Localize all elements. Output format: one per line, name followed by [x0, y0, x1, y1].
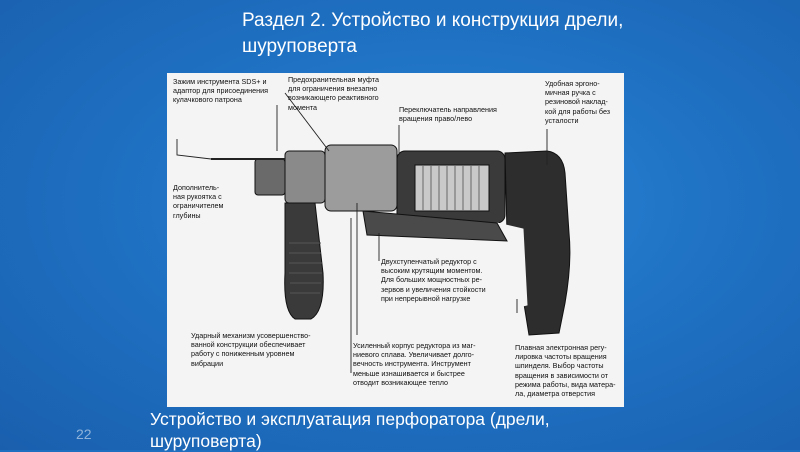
label-side-handle: Дополнитель- ная рукоятка с ограничителем глубины — [173, 183, 224, 220]
label-two-stage-gearbox: Двухступенчатый редуктор с высоким крутящим моментом. Для больших мощностных ре- зервов и увеличения стойкости при непрерывной нагрузке — [381, 257, 486, 303]
label-ergonomic-handle: Удобная эргоно- мичная ручка с резиновой наклад- кой для работы без усталости — [545, 79, 611, 125]
label-sds-chuck: Зажим инструмента SDS+ и адаптор для присоединения кулачкового патрона — [173, 77, 269, 105]
page-number: 22 — [76, 426, 92, 442]
drill-body — [255, 145, 570, 335]
label-direction-switch: Переключатель направления вращения право/лево — [399, 105, 497, 124]
label-safety-clutch: Предохранительная муфта для ограничения внезапно возникающего реактивного момента — [288, 75, 379, 112]
label-hammer-mechanism: Ударный механизм усовершенство- ванной конструкции обеспечивает работу с пониженным уровнем вибрации — [191, 331, 311, 368]
label-electronic-speed: Плавная электронная регу- лировка частоты вращения шпинделя. Выбор частоты вращения в зависимости от режима работы, вида матера- ла, диаметра отверстия — [515, 343, 616, 399]
slide-caption: Устройство и эксплуатация перфоратора (дрели, шуруповерта) — [150, 409, 550, 451]
slide-title: Раздел 2. Устройство и конструкция дрели, шуруповерта — [242, 10, 624, 57]
label-gearbox-housing: Усиленный корпус редуктора из маг- ниевого сплава. Увеличивает долго- вечность инструмента. Инструмент меньше изнашивается и быстрее отводит возникающее тепло — [353, 341, 476, 387]
drill-diagram — [167, 73, 624, 407]
